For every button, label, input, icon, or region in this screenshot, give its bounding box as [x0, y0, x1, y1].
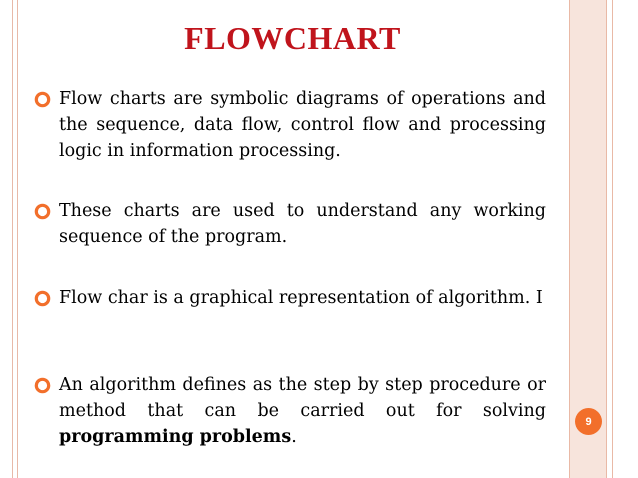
- bullet-item: [34, 285, 546, 311]
- bullet-text: [59, 372, 546, 450]
- bullet-text-bold: programming problems: [59, 427, 292, 447]
- circle-bullet-icon: [34, 377, 51, 394]
- bullet-item: [34, 372, 546, 450]
- bullet-text: Flow charts are symbolic diagrams of operations and the sequence, data flow, control flow and processing logic in information processing.: [59, 89, 546, 161]
- slide-title: FLOWCHART: [184, 20, 401, 56]
- left-border-line: [17, 0, 18, 478]
- circle-bullet-icon: [34, 203, 51, 220]
- right-border-line: [612, 0, 613, 478]
- bullet-text: These charts are used to understand any working sequence of the program.: [59, 201, 546, 247]
- page-number-badge: [575, 408, 602, 435]
- circle-bullet-icon: [34, 290, 51, 307]
- bullet-item: [34, 198, 546, 250]
- page-number: 9: [585, 415, 592, 428]
- right-accent-band: [569, 0, 607, 478]
- left-border-line: [12, 0, 13, 478]
- bullet-text-part: .: [291, 427, 297, 447]
- bullet-item: [34, 86, 546, 164]
- bullet-text-part: An algorithm defines as the step by step procedure or method that can be carried out for solving: [59, 375, 546, 421]
- bullet-text: Flow char is a graphical representation of algorithm. I: [59, 288, 543, 308]
- circle-bullet-icon: [34, 91, 51, 108]
